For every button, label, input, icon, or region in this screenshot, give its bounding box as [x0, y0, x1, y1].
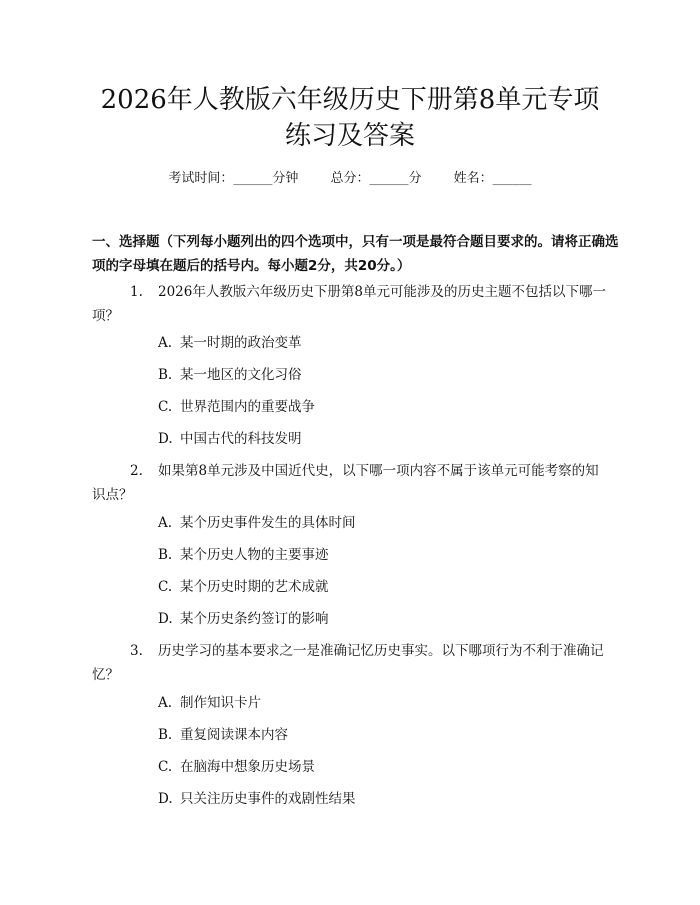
option-letter: C. — [158, 759, 173, 775]
option-1d — [158, 429, 302, 449]
question-text: 如果第8单元涉及中国近代史，以下哪一项内容不属于该单元可能考察的知识点？ — [92, 463, 599, 503]
option-text: 世界范围内的重要战争 — [180, 399, 315, 415]
option-3c — [158, 757, 315, 777]
option-text: 某个历史时期的艺术成就 — [180, 579, 329, 595]
option-text: 某一地区的文化习俗 — [180, 367, 302, 383]
exam-time: 考试时间：______分钟 — [168, 171, 299, 186]
option-text: 重复阅读课本内容 — [180, 727, 288, 743]
option-text: 某个历史人物的主要事迹 — [180, 547, 329, 563]
option-1a — [158, 333, 302, 353]
option-letter: D. — [158, 431, 173, 447]
option-text: 某个历史事件发生的具体时间 — [180, 515, 356, 531]
option-letter: D. — [158, 611, 173, 627]
option-letter: A. — [158, 695, 173, 711]
option-1b — [158, 365, 302, 385]
option-text: 中国古代的科技发明 — [180, 431, 302, 447]
option-letter: B. — [158, 547, 173, 563]
option-text: 制作知识卡片 — [180, 695, 261, 711]
option-letter: B. — [158, 727, 173, 743]
document-title-line-1: 2026年人教版六年级历史下册第8单元专项 — [100, 85, 600, 115]
option-2a — [158, 513, 356, 533]
option-text: 只关注历史事件的戏剧性结果 — [180, 791, 356, 807]
option-3a — [158, 693, 261, 713]
option-letter: C. — [158, 399, 173, 415]
option-2b — [158, 545, 329, 565]
exam-info — [0, 170, 700, 188]
question-1 — [92, 280, 612, 328]
question-text: 2026年人教版六年级历史下册第8单元可能涉及的历史主题不包括以下哪一项？ — [92, 284, 606, 324]
option-text: 某个历史条约签订的影响 — [180, 611, 329, 627]
option-3b — [158, 725, 288, 745]
option-letter: A. — [158, 515, 173, 531]
option-1c — [158, 397, 315, 417]
question-number: 1. — [130, 284, 143, 300]
option-letter: B. — [158, 367, 173, 383]
option-2d — [158, 609, 329, 629]
question-number: 3. — [130, 643, 143, 659]
question-3 — [92, 639, 612, 687]
option-text: 在脑海中想象历史场景 — [180, 759, 315, 775]
document-title-line-2: 练习及答案 — [284, 121, 415, 151]
option-letter: D. — [158, 791, 173, 807]
question-number: 2. — [130, 463, 143, 479]
question-text: 历史学习的基本要求之一是准确记忆历史事实。以下哪项行为不利于准确记忆？ — [92, 643, 604, 683]
option-letter: A. — [158, 335, 173, 351]
total-score: 总分：______分 — [330, 171, 422, 186]
option-text: 某一时期的政治变革 — [180, 335, 302, 351]
option-letter: C. — [158, 579, 173, 595]
section-heading: 一、选择题（下列每小题列出的四个选项中，只有一项是最符合题目要求的。请将正确选项的字母填在题后的括号内。每小题2分，共20分。） — [92, 234, 619, 274]
question-2 — [92, 459, 612, 507]
student-name: 姓名：______ — [453, 171, 532, 186]
option-2c — [158, 577, 329, 597]
option-3d — [158, 789, 356, 809]
